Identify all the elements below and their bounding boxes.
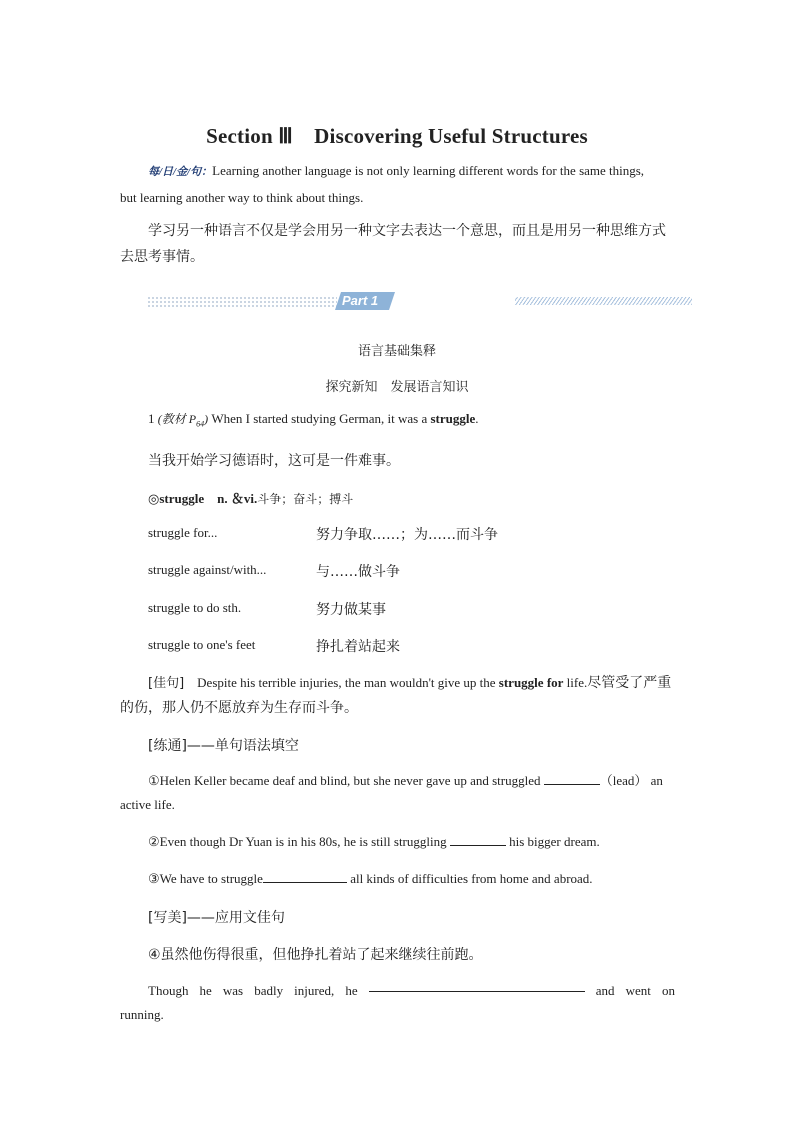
item-number: 1 [148, 411, 155, 426]
phrase-cn: 与……做斗争 [316, 564, 400, 580]
keyword: struggle [430, 411, 476, 426]
textbook-source: (教材 $P_{64}$) [157, 412, 209, 429]
keyword: struggle for [498, 675, 564, 690]
writing-heading: [写美]——应用文佳句 [148, 910, 285, 926]
phrase-en: struggle to one's feet [148, 637, 256, 652]
writing-prompt-cn: ④虽然他伤得很重，但他挣扎着站了起来继续往前跑。 [148, 947, 483, 963]
example-translation: 尽管受了严重的伤，那人仍不愿放弃为生存而斗争。 [120, 675, 672, 716]
item-1-sentence: 1 (教材 $P_{64}$) When I started studying German, it was a struggle. [148, 411, 479, 429]
daily-quote-label: 每/日/金/句： [148, 166, 213, 178]
phrase-cn: 挣扎着站起来 [316, 639, 400, 655]
entry-meaning: 斗争；奋斗；搏斗 [257, 492, 354, 506]
answer-blank[interactable] [450, 833, 506, 846]
writing-item: Though he was badly injured, he and went on running. [120, 979, 675, 1027]
answer-blank[interactable] [263, 870, 347, 883]
banner-stripes-decoration [515, 297, 692, 305]
drill-item: ②Even though Dr Yuan is in his 80s, he is still struggling his bigger dream. [148, 834, 600, 849]
daily-quote-text: Learning another language is not only learning different words for the same things, but learning another way to think about things. [120, 163, 645, 205]
daily-quote-en [120, 158, 660, 211]
section-heading: 语言基础集释 [357, 344, 436, 359]
example-tag: [佳句] [148, 676, 198, 691]
answer-blank[interactable] [369, 979, 585, 992]
section-subheading: 探究新知 发展语言知识 [325, 380, 469, 395]
phrase-cn: 努力争取……；为……而斗争 [316, 527, 498, 543]
phrase-en: struggle to do sth. [148, 600, 242, 615]
phrase-cn: 努力做某事 [316, 602, 386, 618]
drill-heading: [练通]——单句语法填空 [148, 738, 299, 754]
drill-item: ①Helen Keller became deaf and blind, but she never gave up and struggled （lead） an active life. [120, 773, 663, 812]
entry-head: ◎struggle n. ＆vi. [148, 491, 258, 506]
part-label: Part 1 [342, 293, 379, 308]
daily-quote-cn: 学习另一种语言不仅是学会用另一种文字去表达一个意思，而且是用另一种思维方式去思考事情。 [120, 223, 666, 265]
vocab-entry [148, 488, 353, 507]
example-sentence: [佳句] Despite his terrible injuries, the man wouldn't give up the struggle for life.尽管受了严重的伤，那人仍不愿放弃为生存而斗争。 [120, 675, 672, 716]
banner-dots-decoration [147, 296, 337, 307]
drill-item: ③We have to struggle all kinds of difficulties from home and abroad. [148, 871, 593, 886]
item-1-translation: 当我开始学习德语时，这可是一件难事。 [148, 453, 400, 469]
phrase-en: struggle against/with... [148, 562, 267, 577]
phrase-en: struggle for... [148, 525, 218, 540]
page-title: Section Ⅲ Discovering Useful Structures [206, 124, 588, 148]
answer-blank[interactable] [544, 772, 600, 785]
part-banner [147, 292, 692, 310]
